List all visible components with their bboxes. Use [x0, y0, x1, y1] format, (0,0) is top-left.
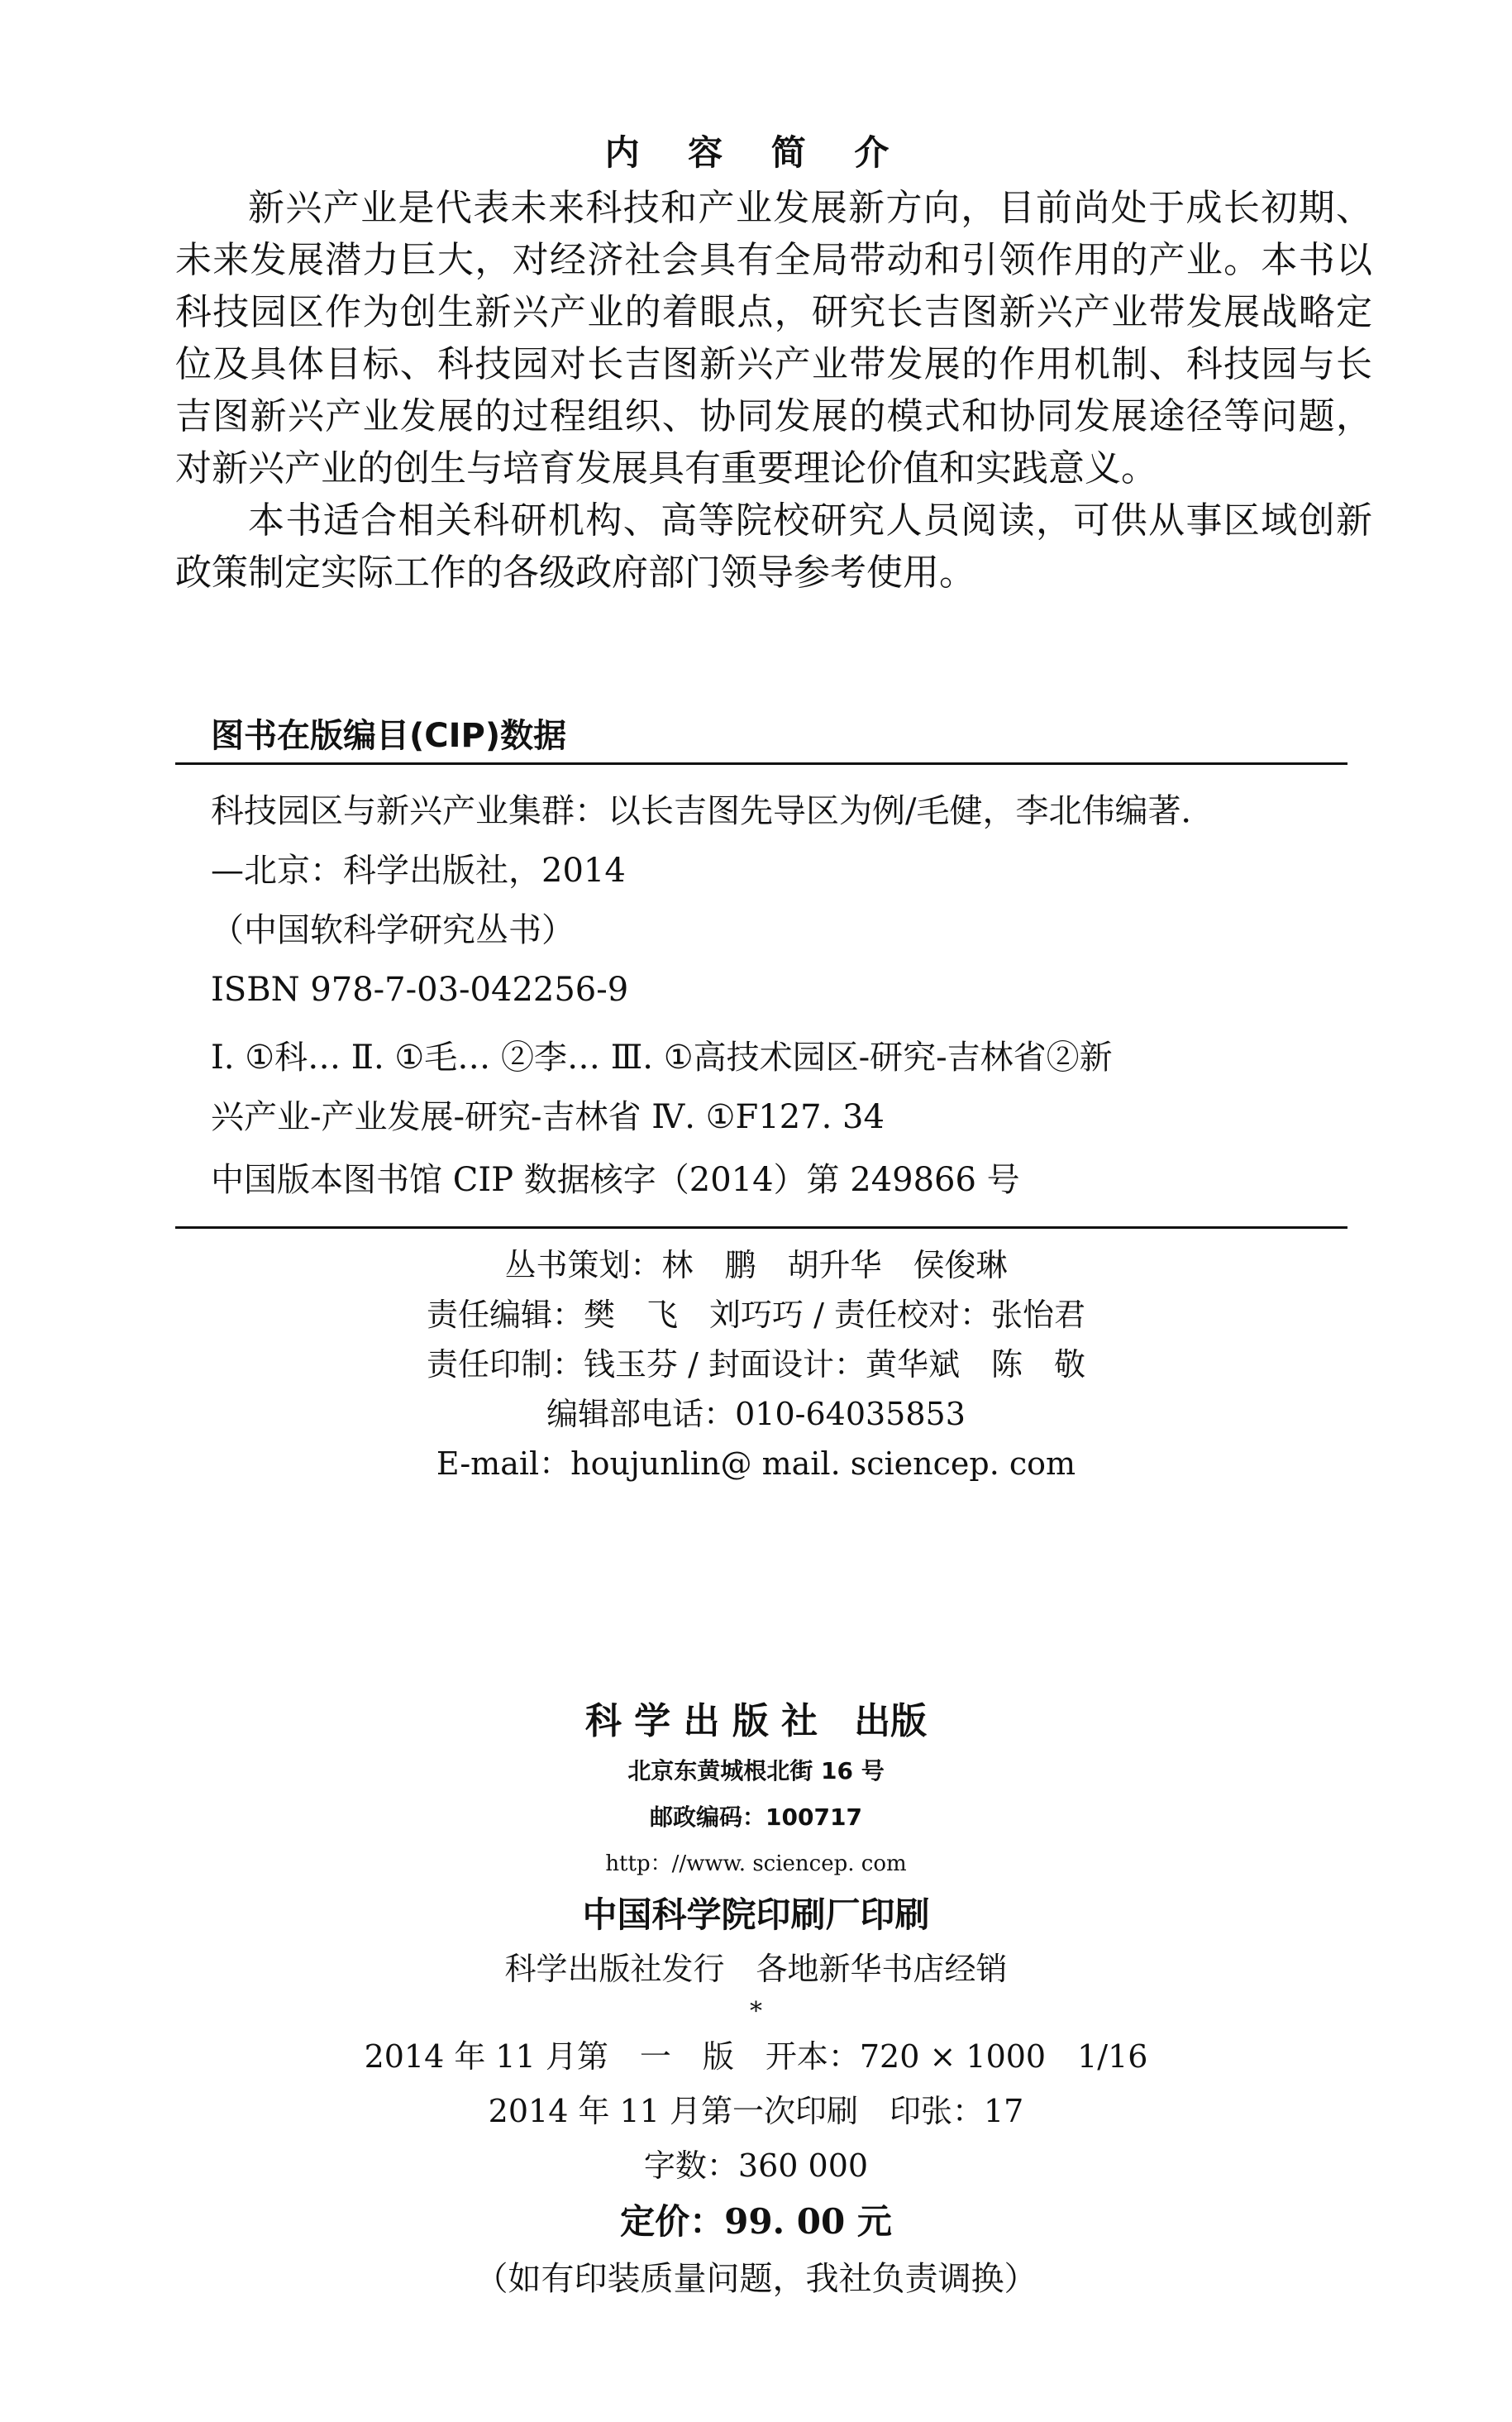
responsible-editors: 责任编辑：樊 飞 刘巧巧 / 责任校对：张怡君: [427, 1297, 1085, 1333]
quality-notice: （如有印装质量问题，我社负责调换）: [475, 2260, 1037, 2298]
cip-top-rule: [175, 762, 1347, 765]
edition-info: 2014 年 11 月第 一 版 开本：720 × 1000 1/16: [364, 2038, 1148, 2075]
cip-isbn: ISBN 978-7-03-042256-9: [211, 971, 629, 1009]
summary-paragraph-2: 本书适合相关科研机构、高等院校研究人员阅读，可供从事区域创新政策制定实际工作的各级政府部门领导参考使用。: [175, 499, 1372, 594]
editorial-phone: 编辑部电话：010-64035853: [546, 1396, 966, 1432]
impression-info: 2014 年 11 月第一次印刷 印张：17: [488, 2093, 1024, 2129]
distribution: 科学出版社发行 各地新华书店经销: [504, 1951, 1008, 1987]
publisher-block: [0, 1695, 1512, 2307]
cip-title-line: 科技园区与新兴产业集群：以长吉图先导区为例/毛健，李北伟编著．: [211, 792, 1214, 830]
credits-block: [0, 1240, 1512, 1488]
separator-star: *: [750, 1997, 762, 2026]
editorial-email: E-mail：houjunlin@ mail. sciencep. com: [436, 1445, 1076, 1482]
price: 定价：99. 00 元: [620, 2201, 892, 2242]
cip-classification-line-2: 兴产业-产业发展-研究-吉林省 Ⅳ. ①F127. 34: [211, 1098, 885, 1136]
word-count: 字数：360 000: [643, 2147, 869, 2184]
responsible-printing: 责任印制：钱玉芬 / 封面设计：黄华斌 陈 敬: [427, 1346, 1085, 1383]
cip-publisher-line: —北京：科学出版社，2014: [211, 852, 626, 890]
printer: 中国科学院印刷厂印刷: [582, 1894, 930, 1935]
publisher-name: 科 学 出 版 社 出版: [584, 1700, 928, 1742]
cip-series-line: （中国软科学研究丛书）: [211, 911, 575, 949]
cip-classification-line-1: Ⅰ. ①科… Ⅱ. ①毛… ②李… Ⅲ. ①高技术园区-研究-吉林省②新: [211, 1039, 1113, 1077]
cip-bottom-rule: [175, 1226, 1347, 1229]
series-planning: 丛书策划：林 鹏 胡升华 侯俊琳: [504, 1247, 1008, 1283]
summary-title: 内 容 简 介: [604, 132, 908, 173]
cip-library-number: 中国版本图书馆 CIP 数据核字（2014）第 249866 号: [211, 1161, 1020, 1199]
publisher-postcode: 邮政编码：100717: [650, 1803, 862, 1831]
publisher-url: http：//www. sciencep. com: [605, 1851, 907, 1876]
summary-body: [175, 182, 1372, 599]
summary-paragraph-1: 新兴产业是代表未来科技和产业发展新方向，目前尚处于成长初期、未来发展潜力巨大，对经济社会具有全局带动和引领作用的产业。本书以科技园区作为创生新兴产业的着眼点，研究长吉图新兴产业带发展战略定位及具体目标、科技园对长吉图新兴产业带发展的作用机制、科技园与长吉图新兴产业发展的过程组织、协同发展的模式和协同发展途径等问题，对新兴产业的创生与培育发展具有重要理论价值和实践意义。: [175, 187, 1372, 490]
publisher-address: 北京东黄城根北街 16 号: [627, 1757, 885, 1784]
cip-block: [211, 781, 1360, 1210]
cip-heading: 图书在版编目(CIP)数据: [211, 717, 567, 755]
